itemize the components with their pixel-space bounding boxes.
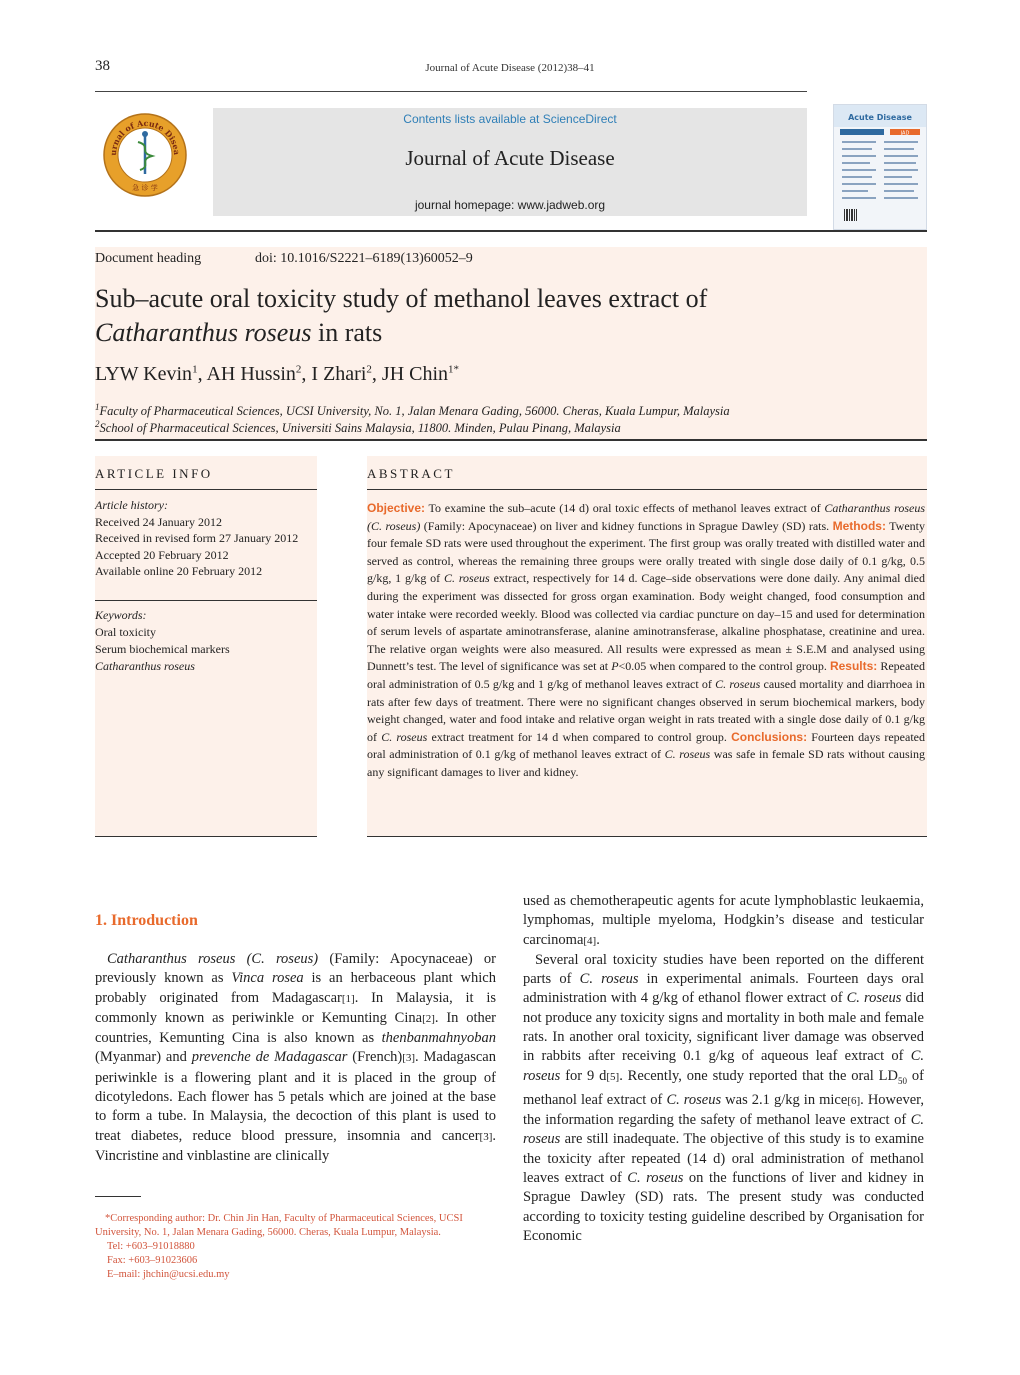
keywords-label: Keywords: bbox=[95, 608, 147, 622]
results-label: Results: bbox=[829, 659, 878, 674]
right-paragraph-1: used as chemotherapeutic agents for acute lymphoblastic leukaemia, lymphomas, multiple myeloma, Hodgkin’s disease and testicular carcinoma[4]. bbox=[523, 893, 924, 948]
sciencedirect-link[interactable]: Contents lists available at ScienceDirect bbox=[403, 112, 617, 126]
citation: [6] bbox=[847, 1094, 861, 1107]
author-name: JH Chin bbox=[381, 363, 449, 385]
title-rest: in rats bbox=[311, 318, 383, 347]
introduction-heading: 1. Introduction bbox=[95, 912, 198, 929]
author-affiliation-mark: 1 bbox=[192, 363, 198, 376]
article-info-bottom-rule bbox=[95, 836, 317, 837]
journal-homepage[interactable]: journal homepage: www.jadweb.org bbox=[414, 198, 606, 212]
doi[interactable]: doi: 10.1016/S2221–6189(13)60052–9 bbox=[255, 251, 473, 266]
citation: [2] bbox=[422, 1012, 435, 1025]
citation: [5] bbox=[606, 1070, 620, 1083]
citation: [3] bbox=[402, 1052, 416, 1065]
keywords-rule bbox=[95, 600, 317, 601]
journal-name: Journal of Acute Disease bbox=[405, 146, 615, 170]
article-title-line2 bbox=[95, 318, 382, 348]
corresponding-author: *Corresponding author: Dr. Chin Jin Han, Faculty of Pharmaceutical Sciences, UCSI University, No. 1, Jalan Menara Gading, 56000. Cheras, Kuala Lumpur, Malaysia. bbox=[95, 1213, 463, 1238]
title-species: Catharanthus roseus bbox=[95, 318, 312, 347]
abstract-bottom-rule bbox=[367, 836, 927, 837]
header-rule bbox=[95, 230, 927, 232]
footnote-rule bbox=[95, 1196, 141, 1197]
keywords bbox=[95, 607, 230, 675]
page-number: 38 bbox=[95, 58, 110, 74]
article-info-heading: ARTICLE INFO bbox=[95, 466, 213, 481]
footnote-email[interactable]: E–mail: jhchin@ucsi.edu.my bbox=[107, 1269, 230, 1280]
abstract-heading: ABSTRACT bbox=[367, 466, 455, 481]
authors: LYW Kevin$^1$, AH Hussin$^2$, I Zhari$^2$, JH Chin$^{1*}$ bbox=[95, 363, 460, 385]
methods-label: Methods: bbox=[832, 518, 886, 533]
journal-cover-thumbnail bbox=[833, 104, 927, 230]
document-heading-label: Document heading bbox=[95, 251, 202, 266]
author-name: I Zhari bbox=[311, 363, 367, 385]
svg-text:急 诊 学: 急 诊 学 bbox=[132, 184, 158, 192]
citation: [3] bbox=[479, 1130, 493, 1143]
article-info-rule bbox=[95, 489, 317, 490]
svg-text:Acute Disease: Acute Disease bbox=[848, 113, 912, 122]
keyword-item: Oral toxicity bbox=[95, 625, 156, 639]
affiliation-2: $^2$School of Pharmaceutical Sciences, Universiti Sains Malaysia, 11800. Minden, Pulau Pinang, Malaysia bbox=[95, 419, 621, 436]
article-title-line1: Sub–acute oral toxicity study of methanol leaves extract of bbox=[95, 284, 708, 313]
keyword-item: Catharanthus roseus bbox=[95, 659, 195, 673]
abstract-text: Objective: To examine the sub–acute (14 d) oral toxic effects of methanol leaves extract of Catharanthus roseus (C. roseus) (Family: Apocynaceae) on liver and kidney functions in Sprague Dawley (SD) rats. Methods: Twenty four female SD rats were used throughout the experiment. The first group was orally treated with distilled water and served as control, whereas the remaining three groups were orally treated with single dose daily of 0.1 g/kg, 0.5 g/kg, 1 g/kg of C. roseus extract, respectively for 14 d. Cage–side observations were done daily. Any animal died during the experiment was dissected for gross organ examination. Body weight changed, food consumption and water intake were recorded weekly. Blood was collected via cardiac puncture on day–15 and used for determination of serum levels of aspartate aminotransferase, alanine aminotransferase, alkaline phosphatase, creatinine and urea. The relative organ weights were also measured. All results were expressed as mean ± S.E.M and analysed using Dunnett’s test. The level of significance was set at P<0.05 when compared to the control group. Results: Repeated oral administration of 0.5 g/kg and 1 g/kg of methanol leaves extract of C. roseus caused mortality and diarrhoea in rats after few days of treatment. There were no significant changes observed in serum biochemical markers, body weight changed, water and food intake and relative organ weight in rats treated with a single dose daily of 0.1 g/kg of C. roseus extract treatment for 14 d when compared to control group. Conclusions: Fourteen days repeated oral administration of 0.1 g/kg of methanol leaves extract of C. roseus was safe in female SD rats without causing any significant damages to liver and kidney. bbox=[367, 501, 925, 779]
citation: [1] bbox=[341, 992, 355, 1005]
right-paragraph-2: Several oral toxicity studies have been reported on the different parts of C. roseus in experimental animals. Fourteen days oral administration with 4 g/kg of ethanol flower extract of C. roseus did not produce any toxicity signs and mortality in both male and female rats. In another oral toxicity, significant liver damage was observed in rabbits after receiving 0.1 g/kg of aqueous leaf extract of C. roseus for 9 d[5]. Recently, one study reported that the oral $LD_{50}$ of methanol leaf extract of C. roseus was 2.1 g/kg in mice[6]. However, the information regarding the safety of methanol leave extract of C. roseus are still inadequate. The objective of this study is to examine the toxicity after repeated (14 d) oral administration of methanol leaves extract of C. roseus on the functions of liver and kidney in Sprague Dawley (SD) rats. The present study was conducted according to toxicity testing guideline described by Organisation for Economic bbox=[523, 951, 925, 1244]
keyword-item: Serum biochemical markers bbox=[95, 642, 230, 656]
article-history bbox=[95, 497, 298, 580]
history-revised: Received in revised form 27 January 2012 bbox=[95, 531, 299, 545]
svg-text:JAD: JAD bbox=[900, 130, 910, 137]
objective-label: Objective: bbox=[367, 501, 426, 515]
abstract-rule bbox=[367, 489, 927, 490]
history-accepted: Accepted 20 February 2012 bbox=[95, 547, 229, 562]
author-affiliation-mark: 2 bbox=[366, 363, 372, 376]
svg-text:Journal of Acute Disease: urnal of Acute Disea bbox=[107, 117, 183, 156]
right-column-text bbox=[523, 892, 924, 1246]
journal-banner bbox=[213, 108, 807, 216]
citation: [4] bbox=[583, 934, 597, 947]
top-rule bbox=[95, 91, 807, 92]
affiliation-1: $^1$Faculty of Pharmaceutical Sciences, UCSI University, No. 1, Jalan Menara Gading, 56000. Cheras, Kuala Lumpur, Malaysia bbox=[95, 402, 730, 419]
cover-image-icon bbox=[834, 105, 926, 229]
footnote-fax: Fax: +603–91023606 bbox=[107, 1255, 198, 1266]
journal-logo bbox=[102, 112, 188, 198]
author-affiliation-mark: 1* bbox=[448, 363, 460, 376]
footnote-tel: Tel: +603–91018880 bbox=[107, 1241, 195, 1252]
conclusions-label: Conclusions: bbox=[731, 729, 808, 744]
journal-seal-icon bbox=[102, 112, 188, 198]
introduction-paragraph: Catharanthus roseus (C. roseus) (Family: Apocynaceae) or previously known as Vinca rosea is an herbaceous plant which probably originated from Madagascar[1]. In Malaysia, it is commonly known as periwinkle or Kemunting Cina[2]. In other countries, Kemunting Cina is also known as thenbanmahnyoban (Myanmar) and prevenche de Madagascar (French)[3]. Madagascan periwinkle is a flowering plant and it is placed in the group of dicotyledons. Each flower has 5 petals which are joined at the base to form a tube. In Malaysia, the decoction of this plant is used to treat diabetes, reduce blood pressure, insomnia and cancer[3]. Vincristine and vinblastine are clinically bbox=[95, 951, 497, 1164]
author-name: LYW Kevin bbox=[95, 363, 193, 385]
running-head: Journal of Acute Disease (2012)38–41 bbox=[425, 62, 595, 74]
history-label: Article history: bbox=[95, 498, 168, 512]
history-received: Received 24 January 2012 bbox=[95, 514, 222, 529]
author-name: AH Hussin bbox=[206, 363, 296, 385]
affiliations-rule bbox=[95, 439, 927, 441]
author-affiliation-mark: 2 bbox=[295, 363, 302, 376]
corresponding-author-footnote bbox=[95, 1212, 496, 1282]
history-online: Available online 20 February 2012 bbox=[95, 564, 263, 578]
